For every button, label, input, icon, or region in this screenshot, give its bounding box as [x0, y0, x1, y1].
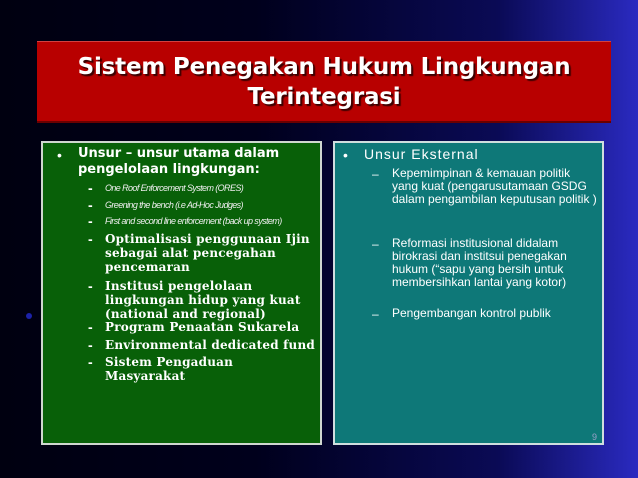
title-banner [37, 41, 611, 123]
left-bullet: • [57, 147, 62, 163]
list-dash: – [372, 237, 379, 251]
background-dot [26, 313, 32, 319]
list-dash: - [88, 278, 93, 294]
list-dash: - [88, 354, 93, 370]
page-number: 9 [592, 432, 598, 442]
list-dash: - [88, 231, 93, 247]
list-item: Pengembangan kontrol publik [392, 306, 551, 320]
list-item: Optimalisasi penggunaan Ijin sebagai alat pencegahan pencemaran [105, 232, 310, 274]
list-item: Institusi pengelolaan lingkungan hidup yang kuat (national and regional) [105, 279, 301, 321]
list-item: Kepemimpinan & kemauan politik yang kuat (pengarusutamaan GSDG dalam pengambilan keputusan politik ) [392, 166, 597, 206]
list-dash: – [372, 167, 379, 181]
list-dash: - [88, 337, 93, 353]
list-item: First and second line enforcement (back up system) [105, 216, 282, 226]
list-dash: - [88, 319, 93, 335]
right-panel-heading: Unsur Eksternal [364, 146, 479, 162]
list-item: Environmental dedicated fund [105, 338, 315, 352]
list-dash: - [88, 180, 93, 196]
list-item: Greening the bench (i.e Ad-Hoc Judges) [105, 200, 243, 210]
list-dash: - [88, 213, 93, 229]
list-item: One Roof Enforcement System (ORES) [105, 183, 244, 193]
list-item: Reformasi institusional didalam birokrasi dan institsui penegakan hukum (“sapu yang bersih untuk membersihkan lantai yang kotor) [392, 236, 567, 289]
list-dash: - [88, 197, 93, 213]
list-dash: – [372, 307, 379, 321]
list-item: Program Penaatan Sukarela [105, 320, 300, 334]
left-panel-heading: Unsur – unsur utama dalam pengelolaan lingkungan: [78, 146, 280, 177]
right-bullet: • [343, 147, 348, 163]
list-item: Sistem Pengaduan Masyarakat [105, 355, 234, 383]
slide-title: Sistem Penegakan Hukum Lingkungan Terintegrasi [77, 53, 571, 110]
